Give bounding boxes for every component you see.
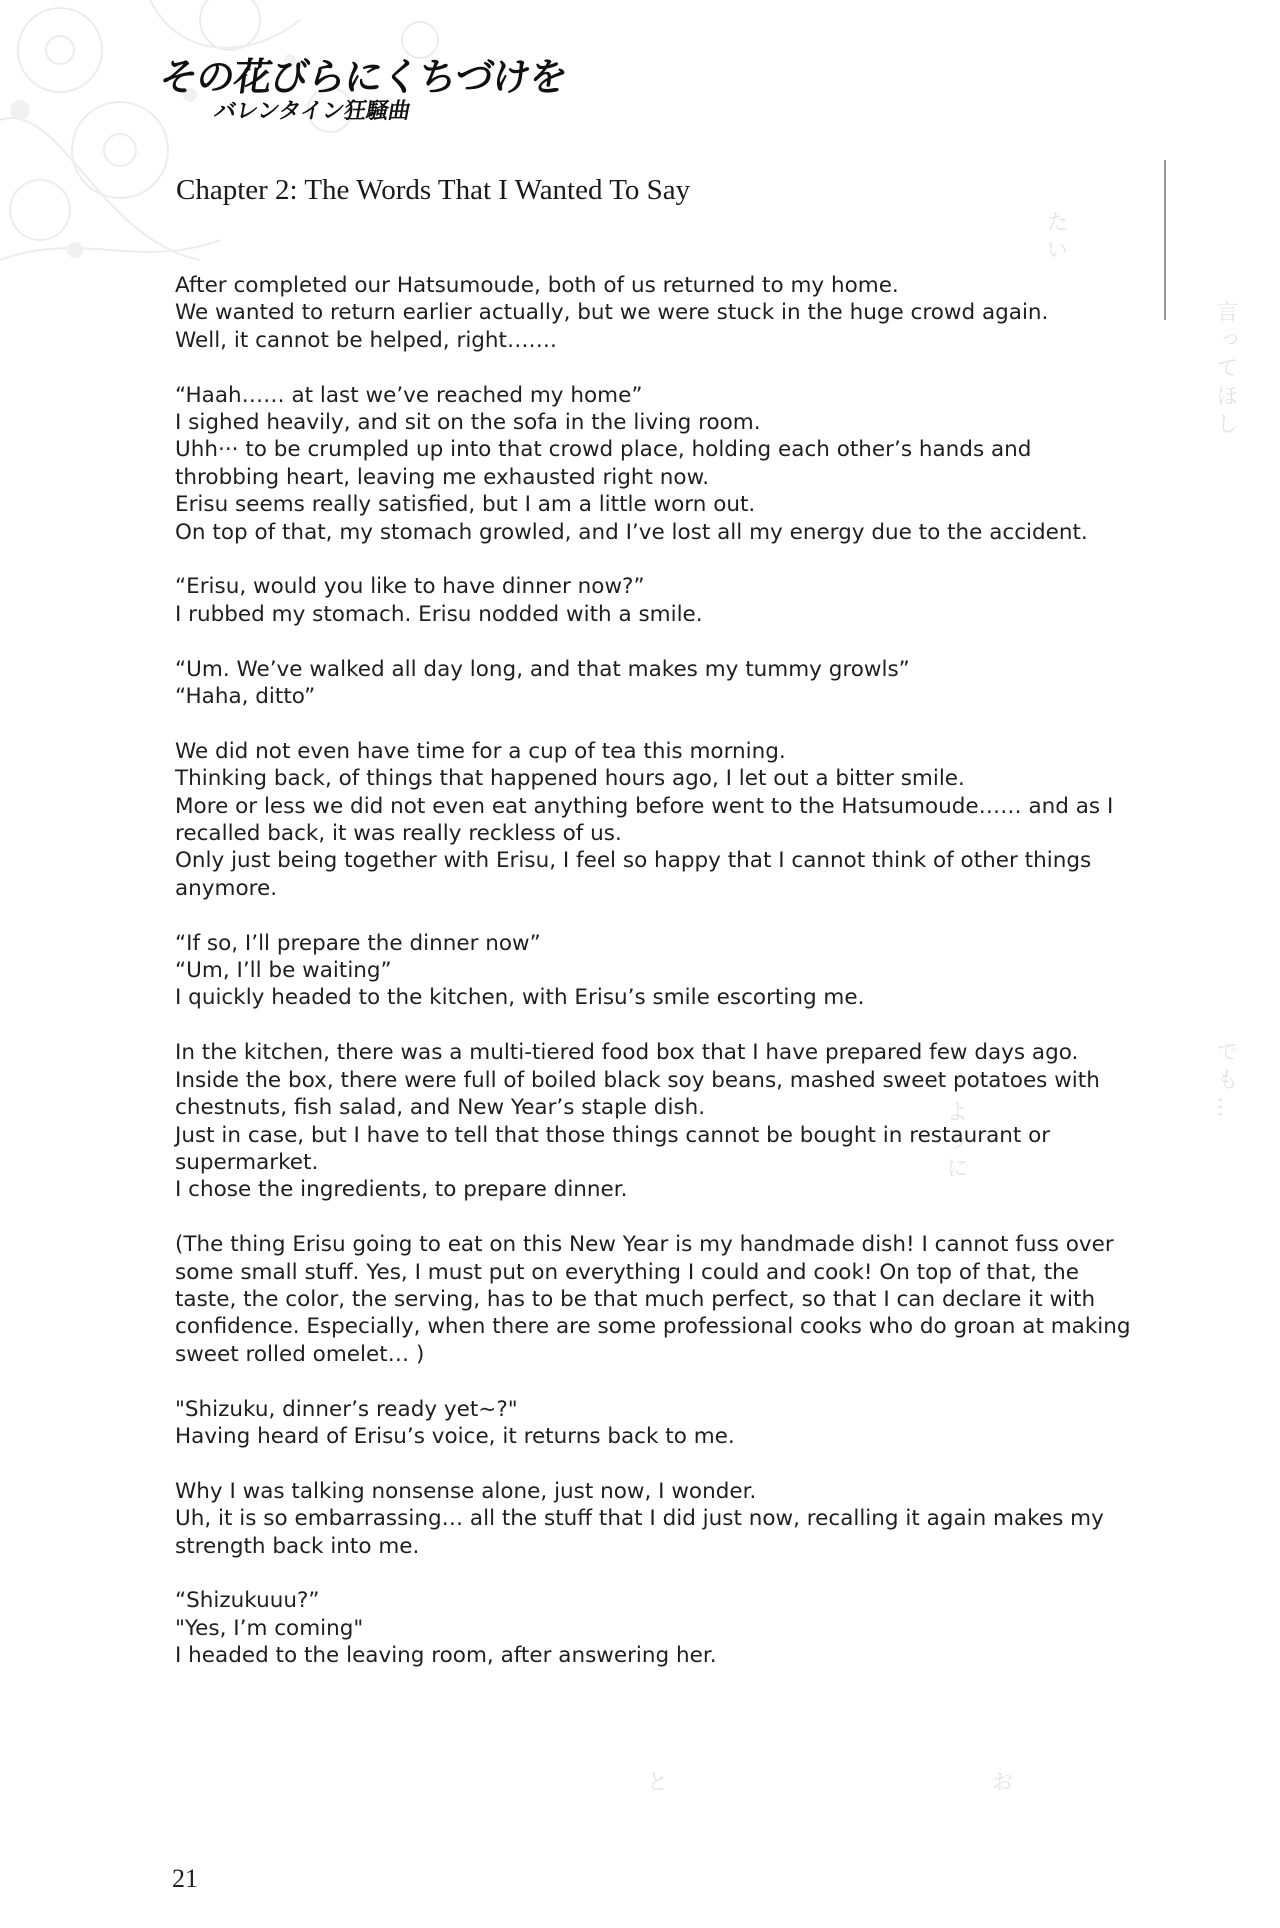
page-number: 21 xyxy=(172,1864,198,1893)
text-line: Having heard of Erisu’s voice, it returns back to me. xyxy=(175,1423,735,1449)
paragraph xyxy=(175,1587,1185,1669)
text-line: On top of that, my stomach growled, and I’ve lost all my energy due to the accident. xyxy=(175,519,1088,545)
text-line: Uhh··· to be crumpled up into that crowd place, holding each other’s hands and xyxy=(175,437,1032,463)
text-line: chestnuts, fish salad, and New Year’s staple dish. xyxy=(175,1095,706,1121)
paragraph xyxy=(175,1478,1185,1560)
paragraph-gap xyxy=(175,1012,1185,1039)
text-line: “Um. We’ve walked all day long, and that makes my tummy growls” xyxy=(175,656,910,682)
paragraph-gap xyxy=(175,1560,1185,1587)
text-line: "Yes, I’m coming" xyxy=(175,1615,364,1641)
paragraph-gap xyxy=(175,1204,1185,1231)
text-line: supermarket. xyxy=(175,1149,319,1175)
paragraph-gap xyxy=(175,902,1185,929)
text-line: Uh, it is so embarrassing… all the stuff that I did just now, recalling it again makes my xyxy=(175,1506,1104,1532)
text-line: In the kitchen, there was a multi-tiered food box that I have prepared few days ago. xyxy=(175,1040,1079,1066)
text-line: recalled back, it was really reckless of us. xyxy=(175,821,622,847)
text-line: “Um, I’ll be waiting” xyxy=(175,958,392,984)
paragraph xyxy=(175,738,1185,902)
text-line: I sighed heavily, and sit on the sofa in the living room. xyxy=(175,410,761,436)
paragraph xyxy=(175,1231,1185,1368)
paragraph-gap xyxy=(175,354,1185,381)
bleed-through-text: でも… xyxy=(1213,1040,1238,1124)
text-line: I headed to the leaving room, after answering her. xyxy=(175,1643,717,1669)
text-line: Erisu seems really satisfied, but I am a little worn out. xyxy=(175,492,756,518)
text-line: I quickly headed to the kitchen, with Erisu’s smile escorting me. xyxy=(175,985,865,1011)
text-line: After completed our Hatsumoude, both of us returned to my home. xyxy=(175,273,899,298)
text-line: “Erisu, would you like to have dinner now?” xyxy=(175,574,645,600)
bleed-through-text: たい xyxy=(1043,210,1068,266)
text-line: Inside the box, there were full of boiled black soy beans, mashed sweet potatoes with xyxy=(175,1067,1100,1093)
series-title: その花びらにくちづけを xyxy=(156,54,570,99)
text-line: “Shizukuuu?” xyxy=(175,1588,320,1614)
paragraph-gap xyxy=(175,546,1185,573)
paragraph xyxy=(175,382,1185,546)
text-line: Thinking back, of things that happened hours ago, I let out a bitter smile. xyxy=(175,766,965,792)
bleed-through-text: と xyxy=(643,1770,668,1798)
paragraph xyxy=(175,1039,1185,1203)
text-line: sweet rolled omelet… ) xyxy=(175,1341,425,1367)
series-logo xyxy=(156,54,570,125)
chapter-body xyxy=(175,272,1185,1670)
floral-decoration xyxy=(0,0,520,280)
text-line: (The thing Erisu going to eat on this New Year is my handmade dish! I cannot fuss over xyxy=(175,1232,1114,1258)
paragraph xyxy=(175,930,1185,1012)
paragraph-gap xyxy=(175,710,1185,737)
text-line: We wanted to return earlier actually, but we were stuck in the huge crowd again. xyxy=(175,300,1049,326)
text-line: strength back into me. xyxy=(175,1533,420,1559)
paragraph xyxy=(175,272,1185,354)
text-line: some small stuff. Yes, I must put on everything I could and cook! On top of that, the xyxy=(175,1259,1079,1285)
bleed-through-text: ように xyxy=(943,1100,968,1184)
text-line: I chose the ingredients, to prepare dinner. xyxy=(175,1177,628,1203)
paragraph-gap xyxy=(175,1368,1185,1395)
bleed-through-text: 言ってほし xyxy=(1213,300,1238,440)
text-line: Why I was talking nonsense alone, just now, I wonder. xyxy=(175,1478,757,1504)
text-line: taste, the color, the serving, has to be that much perfect, so that I can declare it with xyxy=(175,1286,1096,1312)
paragraph xyxy=(175,573,1185,628)
text-line: “If so, I’ll prepare the dinner now” xyxy=(175,930,541,956)
paragraph-gap xyxy=(175,1450,1185,1477)
text-line: confidence. Especially, when there are some professional cooks who do groan at making xyxy=(175,1314,1131,1340)
text-line: anymore. xyxy=(175,875,278,901)
text-line: Well, it cannot be helped, right……. xyxy=(175,327,557,353)
bleed-through-text: お xyxy=(988,1770,1013,1798)
chapter-title: Chapter 2: The Words That I Wanted To Say xyxy=(176,174,691,206)
series-subtitle: バレンタイン狂騒曲 xyxy=(211,99,413,124)
text-line: Just in case, but I have to tell that those things cannot be bought in restaurant or xyxy=(175,1122,1051,1148)
text-line: I rubbed my stomach. Erisu nodded with a smile. xyxy=(175,601,703,627)
text-line: “Haah…… at last we’ve reached my home” xyxy=(175,382,643,408)
text-line: throbbing heart, leaving me exhausted right now. xyxy=(175,464,710,490)
text-line: “Haha, ditto” xyxy=(175,684,316,710)
paragraph xyxy=(175,1396,1185,1451)
paragraph xyxy=(175,656,1185,711)
text-line: Only just being together with Erisu, I feel so happy that I cannot think of other things xyxy=(175,848,1092,874)
text-line: More or less we did not even eat anything before went to the Hatsumoude…… and as I xyxy=(175,793,1114,819)
text-line: "Shizuku, dinner’s ready yet~?" xyxy=(175,1396,518,1422)
text-line: We did not even have time for a cup of tea this morning. xyxy=(175,738,786,764)
paragraph-gap xyxy=(175,628,1185,655)
